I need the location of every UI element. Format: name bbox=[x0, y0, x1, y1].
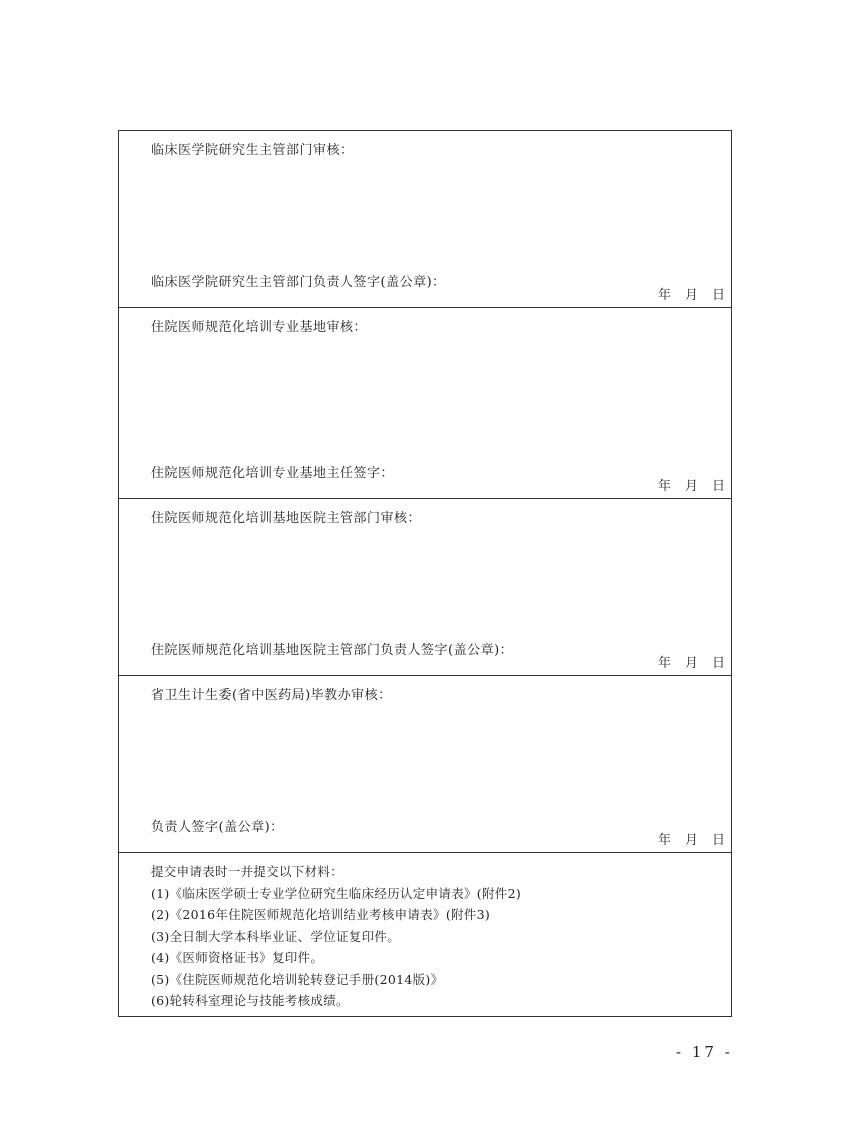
section-clinical-college-review bbox=[119, 131, 731, 308]
date-line bbox=[658, 652, 725, 671]
date-day: 日 bbox=[711, 656, 725, 671]
materials-heading: 提交申请表时一并提交以下材料： bbox=[151, 864, 344, 879]
date-day: 日 bbox=[711, 479, 725, 494]
date-line bbox=[658, 475, 725, 494]
date-year: 年 bbox=[657, 479, 671, 494]
material-item: (6)轮转科室理论与技能考核成绩。 bbox=[151, 993, 349, 1008]
section-provincial-office-review bbox=[119, 676, 731, 853]
section-specialty-base-review bbox=[119, 308, 731, 499]
page-number: - 17 - bbox=[676, 1043, 733, 1061]
review-form-table bbox=[118, 130, 732, 1017]
material-item: (1)《临床医学硕士专业学位研究生临床经历认定申请表》(附件2) bbox=[151, 885, 522, 901]
date-day: 日 bbox=[711, 833, 725, 848]
date-year: 年 bbox=[657, 288, 671, 303]
date-line bbox=[658, 284, 725, 303]
signature-label: 住院医师规范化培训专业基地主任签字： bbox=[151, 466, 395, 481]
section-heading: 住院医师规范化培训基地医院主管部门审核： bbox=[151, 511, 422, 526]
date-line bbox=[658, 829, 725, 848]
date-day: 日 bbox=[711, 288, 725, 303]
materials-list bbox=[151, 861, 521, 1012]
date-month: 月 bbox=[684, 288, 698, 303]
date-year: 年 bbox=[657, 833, 671, 848]
section-heading: 省卫生计生委(省中医药局)毕教办审核： bbox=[151, 688, 392, 703]
date-month: 月 bbox=[684, 833, 698, 848]
signature-label: 住院医师规范化培训基地医院主管部门负责人签字(盖公章)： bbox=[151, 643, 514, 658]
date-year: 年 bbox=[657, 656, 671, 671]
signature-label: 负责人签字(盖公章)： bbox=[151, 820, 284, 835]
date-month: 月 bbox=[684, 656, 698, 671]
date-month: 月 bbox=[684, 479, 698, 494]
section-materials-list bbox=[119, 853, 731, 1016]
signature-label: 临床医学院研究生主管部门负责人签字(盖公章)： bbox=[151, 275, 446, 290]
section-heading: 住院医师规范化培训专业基地审核： bbox=[151, 320, 368, 335]
material-item: (5)《住院医师规范化培训轮转登记手册(2014版)》 bbox=[151, 971, 444, 987]
material-item: (2)《2016年住院医师规范化培训结业考核申请表》(附件3) bbox=[151, 907, 491, 922]
section-heading: 临床医学院研究生主管部门审核： bbox=[151, 143, 354, 158]
section-base-hospital-review bbox=[119, 499, 731, 676]
material-item: (4)《医师资格证书》复印件。 bbox=[151, 950, 324, 965]
material-item: (3)全日制大学本科毕业证、学位证复印件。 bbox=[151, 928, 401, 944]
